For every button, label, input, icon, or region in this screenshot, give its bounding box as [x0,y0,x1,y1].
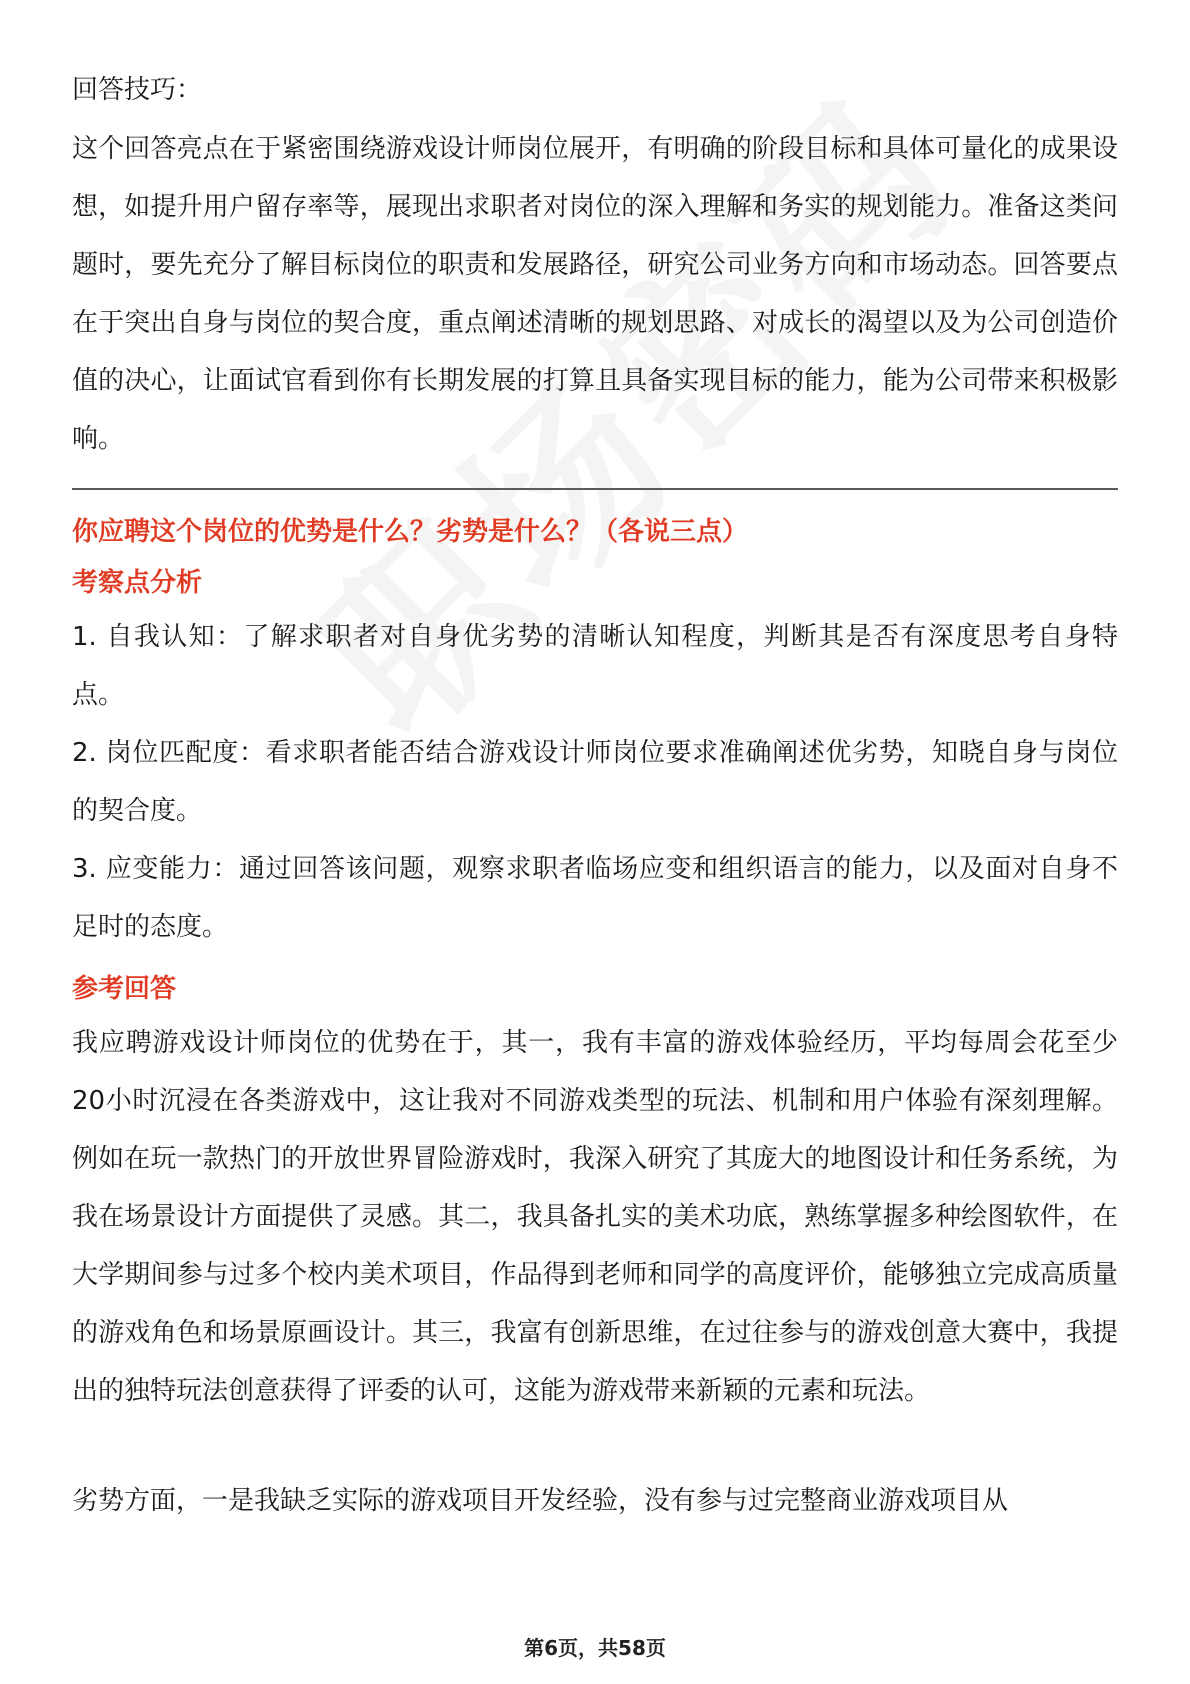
analysis-point-1: 1. 自我认知：了解求职者对自身优劣势的清晰认知程度，判断其是否有深度思考自身特点。 [72,622,1118,710]
analysis-heading: 考察点分析 [72,568,203,598]
paragraph-gap [72,1420,1118,1472]
divider [72,488,1118,490]
analysis-point-2: 2. 岗位匹配度：看求职者能否结合游戏设计师岗位要求准确阐述优劣势，知晓自身与岗位的契合度。 [72,738,1118,826]
answer-text: 我应聘游戏设计师岗位的优势在于，其一，我有丰富的游戏体验经历，平均每周会花至少20小时沉浸在各类游戏中，这让我对不同游戏类型的玩法、机制和用户体验有深刻理解。例如在玩一款热门的开放世界冒险游戏时，我深入研究了其庞大的地图设计和任务系统，为我在场景设计方面提供了灵感。其二，我具备扎实的美术功底，熟练掌握多种绘图软件，在大学期间参与过多个校内美术项目，作品得到老师和同学的高度评价，能够独立完成高质量的游戏角色和场景原画设计。其三，我富有创新思维，在过往参与的游戏创意大赛中，我提出的独特玩法创意获得了评委的认可，这能为游戏带来新颖的元素和玩法。 [72,1028,1118,1406]
answer-heading: 参考回答 [72,974,177,1004]
tips-label: 回答技巧： [72,75,203,105]
page-content [72,68,1118,1530]
question-title: 你应聘这个岗位的优势是什么？劣势是什么？（各说三点） [72,517,749,547]
weakness-text: 劣势方面，一是我缺乏实际的游戏项目开发经验，没有参与过完整商业游戏项目从 [72,1486,1009,1516]
analysis-point-3: 3. 应变能力：通过回答该问题，观察求职者临场应变和组织语言的能力，以及面对自身不足时的态度。 [72,854,1118,942]
page-number: 第6页，共58页 [524,1636,666,1660]
tips-text: 这个回答亮点在于紧密围绕游戏设计师岗位展开，有明确的阶段目标和具体可量化的成果设想，如提升用户留存率等，展现出求职者对岗位的深入理解和务实的规划能力。准备这类问题时，要先充分了解目标岗位的职责和发展路径，研究公司业务方向和市场动态。回答要点在于突出自身与岗位的契合度，重点阐述清晰的规划思路、对成长的渴望以及为公司创造价值的决心，让面试官看到你有长期发展的打算且具备实现目标的能力，能为公司带来积极影响。 [72,134,1118,454]
